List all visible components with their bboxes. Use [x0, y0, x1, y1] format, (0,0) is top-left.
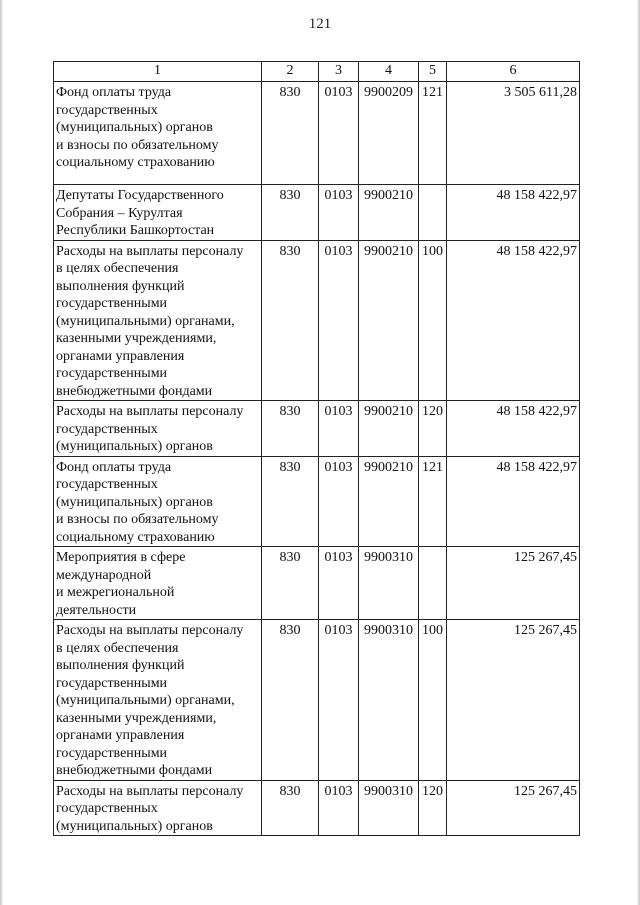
- row-name-cell: Мероприятия в сфере международной и межрегиональной деятельности: [54, 547, 262, 620]
- scan-edge-left: [0, 0, 3, 905]
- row-target-cell: 9900210: [359, 401, 419, 457]
- row-name-cell: Фонд оплаты труда государственных (муниципальных) органов и взносы по обязательному социальному страхованию: [54, 82, 262, 185]
- row-type-cell: 120: [419, 401, 447, 457]
- row-code-cell: 830: [262, 185, 319, 241]
- row-code-cell: 830: [262, 547, 319, 620]
- row-code-cell: 830: [262, 456, 319, 547]
- row-type-cell: 100: [419, 240, 447, 401]
- table-row: [54, 780, 580, 836]
- row-name-cell: Депутаты Государственного Собрания – Курултая Республики Башкортостан: [54, 185, 262, 241]
- row-name-cell: Фонд оплаты труда государственных (муниципальных) органов и взносы по обязательному социальному страхованию: [54, 456, 262, 547]
- table-row: [54, 456, 580, 547]
- row-section-cell: 0103: [319, 185, 359, 241]
- row-type-cell: 100: [419, 620, 447, 781]
- row-section-cell: 0103: [319, 240, 359, 401]
- row-section-cell: 0103: [319, 547, 359, 620]
- table-row: [54, 240, 580, 401]
- header-cell-2: 2: [262, 62, 319, 82]
- row-target-cell: 9900310: [359, 620, 419, 781]
- table-row: [54, 620, 580, 781]
- row-code-cell: 830: [262, 240, 319, 401]
- row-amount-cell: 48 158 422,97: [447, 240, 580, 401]
- row-target-cell: 9900210: [359, 240, 419, 401]
- page-number: 121: [308, 16, 332, 32]
- budget-table: [53, 61, 580, 836]
- row-name-cell: Расходы на выплаты персоналу государственных (муниципальных) органов: [54, 780, 262, 836]
- table-row: [54, 82, 580, 185]
- row-section-cell: 0103: [319, 456, 359, 547]
- row-section-cell: 0103: [319, 780, 359, 836]
- row-amount-cell: 48 158 422,97: [447, 456, 580, 547]
- row-amount-cell: 3 505 611,28: [447, 82, 580, 185]
- row-type-cell: 121: [419, 456, 447, 547]
- table-row: [54, 185, 580, 241]
- row-code-cell: 830: [262, 82, 319, 185]
- row-section-cell: 0103: [319, 82, 359, 185]
- row-type-cell: [419, 185, 447, 241]
- row-target-cell: 9900210: [359, 456, 419, 547]
- header-cell-1: 1: [54, 62, 262, 82]
- row-type-cell: 121: [419, 82, 447, 185]
- header-cell-3: 3: [319, 62, 359, 82]
- row-name-cell: Расходы на выплаты персоналу в целях обеспечения выполнения функций государственными (муниципальными) органами, казенными учреждениями, органами управления государственными внебюджетными фондами: [54, 620, 262, 781]
- row-amount-cell: 48 158 422,97: [447, 401, 580, 457]
- row-target-cell: 9900209: [359, 82, 419, 185]
- row-target-cell: 9900310: [359, 547, 419, 620]
- row-amount-cell: 125 267,45: [447, 620, 580, 781]
- row-amount-cell: 48 158 422,97: [447, 185, 580, 241]
- row-code-cell: 830: [262, 780, 319, 836]
- table-row: [54, 547, 580, 620]
- row-code-cell: 830: [262, 401, 319, 457]
- row-name-cell: Расходы на выплаты персоналу в целях обеспечения выполнения функций государственными (муниципальными) органами, казенными учреждениями, органами управления государственными внебюджетными фондами: [54, 240, 262, 401]
- table-header-row: [54, 62, 580, 82]
- row-section-cell: 0103: [319, 620, 359, 781]
- row-amount-cell: 125 267,45: [447, 780, 580, 836]
- row-target-cell: 9900210: [359, 185, 419, 241]
- header-cell-4: 4: [359, 62, 419, 82]
- row-name-cell: Расходы на выплаты персоналу государственных (муниципальных) органов: [54, 401, 262, 457]
- row-code-cell: 830: [262, 620, 319, 781]
- header-cell-5: 5: [419, 62, 447, 82]
- row-type-cell: [419, 547, 447, 620]
- row-type-cell: 120: [419, 780, 447, 836]
- row-amount-cell: 125 267,45: [447, 547, 580, 620]
- header-cell-6: 6: [447, 62, 580, 82]
- row-section-cell: 0103: [319, 401, 359, 457]
- row-target-cell: 9900310: [359, 780, 419, 836]
- table-row: [54, 401, 580, 457]
